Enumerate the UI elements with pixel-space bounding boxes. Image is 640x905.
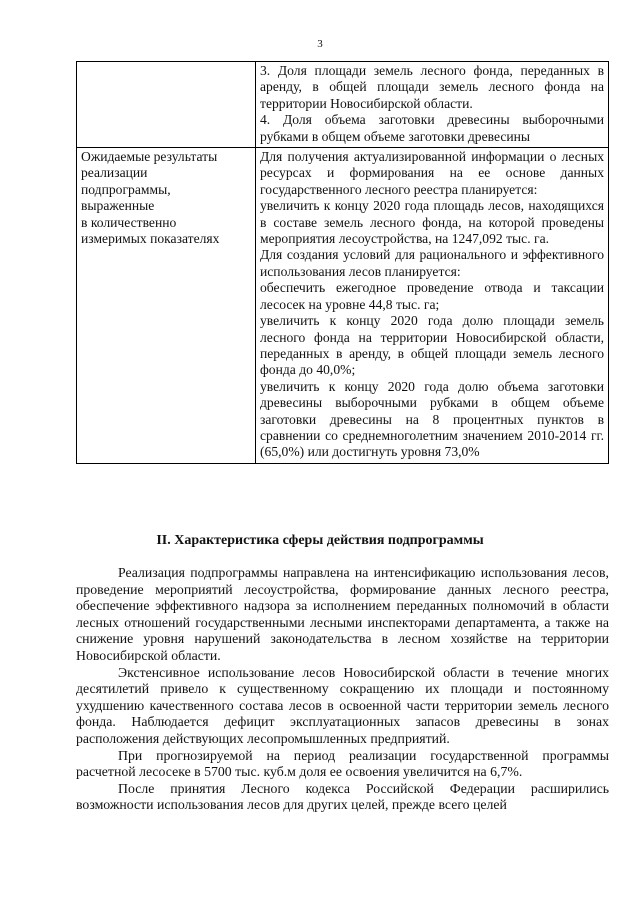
body-paragraph: После принятия Лесного кодекса Российской Федерации расширились возможности использования лесов для других целей, прежде всего целей	[76, 780, 609, 813]
section-title: II. Характеристика сферы действия подпрограммы	[156, 533, 484, 548]
indicator-item: 4. Доля объема заготовки древесины выборочными рубками в общем объеме заготовки древесины	[260, 112, 604, 144]
label-line: реализации	[81, 165, 148, 181]
table-cell-indicators	[256, 62, 609, 148]
label-line: измеримых показателях	[81, 231, 220, 247]
result-paragraph: обеспечить ежегодное проведение отвода и таксации лесосек на уровне 44,8 тыс. га;	[260, 280, 604, 312]
table-cell-empty	[77, 62, 256, 148]
result-paragraph: Для получения актуализированной информации о лесных ресурсах и формирования на ее основе данных государственного лесного реестра планируется:	[260, 149, 604, 197]
body-paragraph: При прогнозируемой на период реализации государственной программы расчетной лесосеке в 5700 тыс. куб.м доля ее освоения увеличится на 6,7%.	[76, 747, 609, 780]
table-row	[77, 62, 609, 148]
label-line: в количественно	[81, 214, 177, 230]
result-paragraph: увеличить к концу 2020 года площадь лесов, находящихся в составе земель лесного фонда, на которой проведены мероприятия лесоустройства, на 1247,092 тыс. га.	[260, 198, 604, 247]
table-row	[77, 148, 609, 464]
indicator-item: 3. Доля площади земель лесного фонда, переданных в аренду, в общей площади земель лесного фонда на территории Новосибирской области.	[260, 63, 604, 111]
body-paragraph: Реализация подпрограммы направлена на интенсификацию использования лесов, проведение мероприятий лесоустройства, формирование данных лесного реестра, обеспечение эффективного надзора за исполнением переданных полномочий в области лесных отношений государственными лесными инспекторами департамента, а также на снижение уровня нарушений законодательства в лесном хозяйстве на территории Новосибирской области.	[76, 565, 609, 663]
body-paragraph: Экстенсивное использование лесов Новосибирской области в течение многих десятилетий привело к существенному сокращению их площади и постоянному ухудшению качественного состава лесов в освоенной части территории земель лесного фонда. Наблюдается дефицит эксплуатационных запасов древесины в зонах расположения действующих лесопромышленных предприятий.	[76, 664, 609, 746]
passport-table	[76, 61, 609, 464]
label-line: подпрограммы,	[81, 181, 171, 197]
section-body	[76, 565, 609, 814]
result-paragraph: Для создания условий для рационального и эффективного использования лесов планируется:	[260, 247, 604, 279]
label-line: Ожидаемые результаты	[81, 149, 218, 165]
result-paragraph: увеличить к концу 2020 года долю площади земель лесного фонда на территории Новосибирской области, переданных в аренду, в общей площади земель лесного фонда до 40,0%;	[260, 313, 604, 378]
expected-results-text	[256, 148, 609, 464]
label-line: выраженные	[81, 198, 155, 214]
expected-results-label	[77, 148, 256, 464]
page-number: 3	[317, 38, 323, 50]
result-paragraph: увеличить к концу 2020 года долю объема заготовки древесины выборочными рубками в общем объеме заготовки древесины на 8 процентных пунктов в сравнении со среднемноголетним значением 2010-2014 гг. (65,0%) или достигнуть уровня 73,0%	[260, 378, 604, 460]
